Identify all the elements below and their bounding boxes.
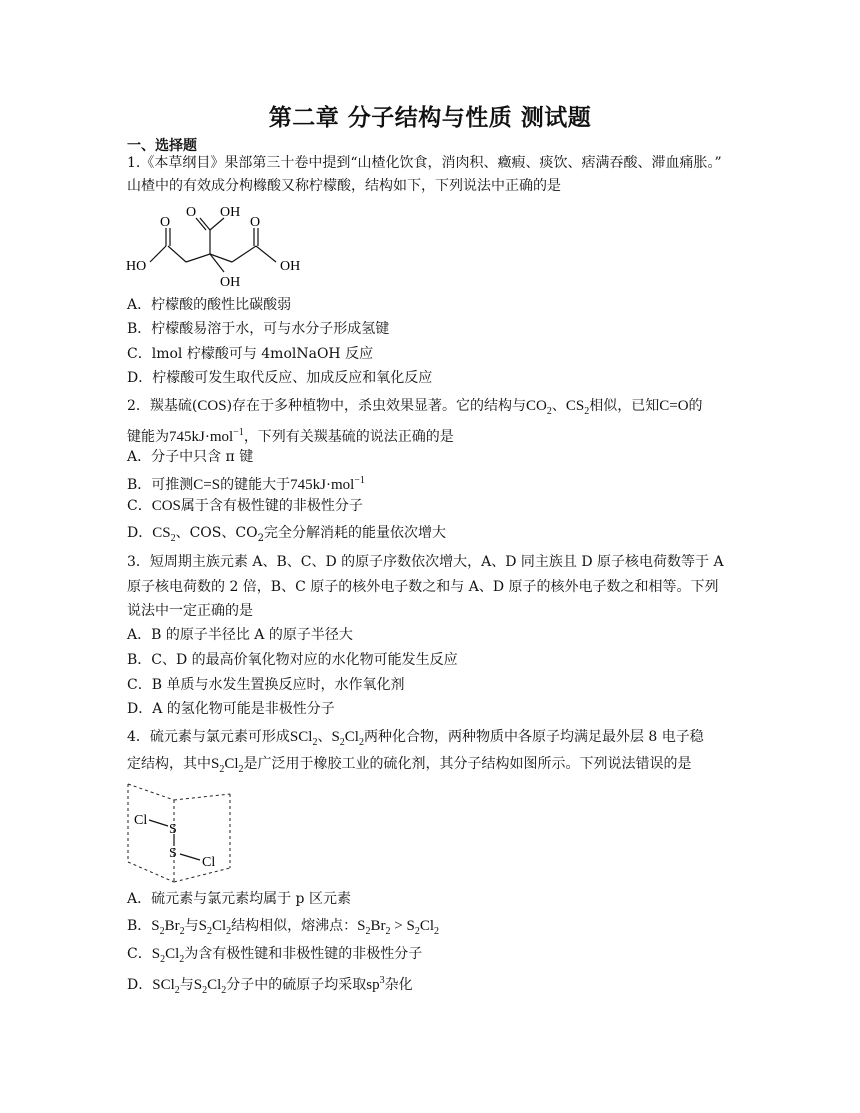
q4-option-c: C．$S_2Cl_2$为含有极性键和非极性键的非极性分子	[127, 946, 423, 965]
formula-cs2: $CS_2$	[565, 398, 590, 417]
label-oh-bottom: OH	[220, 275, 241, 290]
label-o-right: O	[250, 215, 261, 230]
label-oh-top: OH	[220, 205, 241, 220]
q1-option-a: A．柠檬酸的酸性比碳酸弱	[127, 297, 292, 313]
s2cl2-structure-diagram	[124, 780, 236, 886]
q1-option-c: C．lmol 柠檬酸可与 4molNaOH 反应	[127, 346, 374, 362]
q3-line2: 原子核电荷数的 2 倍，B、C 原子的核外电子数之和与 A、D 原子的核外电子数之和相等。下列	[127, 579, 719, 595]
q2-line1: 2．羰基硫(COS)存在于多种植物中，杀虫效果显著。它的结构与$CO_2$、$CS_2$相似，已知C=O的	[127, 398, 703, 417]
q1-line2: 山楂中的有效成分枸橼酸又称柠檬酸，结构如下，下列说法中正确的是	[127, 178, 561, 194]
label-cl-top: Cl	[134, 813, 148, 828]
q2-option-b: B．可推测C=S的键能大于745kJ·mol$^{-1}$	[127, 475, 365, 493]
q1-option-b: B．柠檬酸易溶于水，可与水分子形成氢键	[127, 321, 390, 337]
q3-option-a: A．B 的原子半径比 A 的原子半径大	[127, 627, 353, 643]
section-heading: 一、选择题	[127, 138, 197, 154]
citric-acid-structure	[120, 200, 320, 292]
page-title: 第二章 分子结构与性质 测试题	[268, 105, 592, 131]
q4-option-b: B．$S_2Br_2$与$S_2Cl_2$结构相似，熔沸点：$S_2Br_2 > S_2Cl_2$	[127, 918, 440, 937]
q4-line2: 定结构，其中$S_2Cl_2$是广泛用于橡胶工业的硫化剂，其分子结构如图所示。下列说法错误的是	[127, 756, 692, 775]
label-ho-left: HO	[126, 259, 147, 274]
q3-option-c: C．B 单质与水发生置换反应时，水作氧化剂	[127, 677, 405, 693]
q3-line3: 说法中一定正确的是	[127, 603, 253, 619]
q2-option-c: C．COS属于含有极性键的非极性分子	[127, 498, 363, 514]
q2-line2: 键能为745kJ·mol$^{-1}$，下列有关羰基硫的说法正确的是	[127, 427, 454, 445]
label-cl-bottom: Cl	[202, 855, 216, 870]
q4-option-a: A．硫元素与氯元素均属于 p 区元素	[127, 891, 351, 907]
label-s-bottom: S	[169, 846, 177, 861]
q1-line1: 1.《本草纲目》果部第三十卷中提到“山楂化饮食，消肉积、癥瘕、痰饮、痞满吞酸、滞血痛胀。”	[127, 155, 722, 171]
label-oh-right: OH	[280, 259, 301, 274]
label-o-left: O	[160, 215, 171, 230]
q2-option-d: D．$CS_2$、COS、$CO_2$完全分解消耗的能量依次增大	[127, 525, 446, 544]
q2-option-a: A．分子中只含 π 键	[127, 449, 254, 465]
label-s-top: S	[169, 822, 177, 837]
label-o-top: O	[186, 205, 197, 220]
q3-option-d: D．A 的氢化物可能是非极性分子	[127, 701, 335, 717]
q4-option-d: D．SCl$_2$与$S_2Cl_2$分子中的硫原子均采取$sp^3$杂化	[127, 975, 413, 996]
formula-co2: $CO_2$	[526, 398, 552, 417]
q3-line1: 3．短周期主族元素 A、B、C、D 的原子序数依次增大，A、D 同主族且 D 原子核电荷数等于 A	[127, 554, 724, 570]
q4-line1: 4．硫元素与氯元素可形成SCl$_2$、$S_2Cl_2$两种化合物，两种物质中各原子均满足最外层 8 电子稳	[127, 729, 704, 748]
q3-option-b: B．C、D 的最高价氧化物对应的水化物可能发生反应	[127, 652, 458, 668]
q1-option-d: D．柠檬酸可发生取代反应、加成反应和氧化反应	[127, 370, 433, 386]
